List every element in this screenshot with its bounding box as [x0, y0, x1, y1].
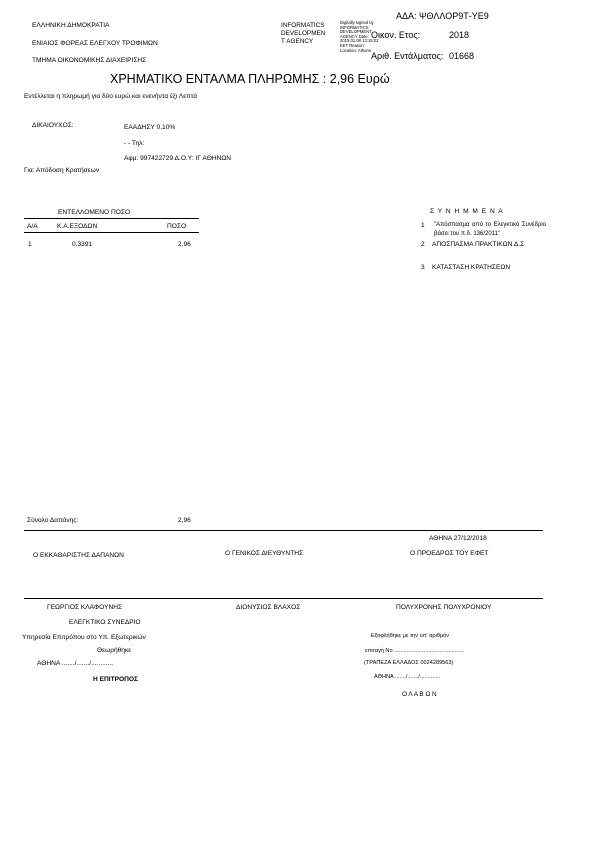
payment-line-2: επιταγή Νο .............................................	[365, 648, 465, 654]
signature-rule	[24, 598, 543, 599]
signature-role-1: Ο ΕΚΚΑΘΑΡΙΣΤΗΣ ΔΑΠΑΝΩΝ	[33, 552, 124, 559]
order-number-value: 01668	[449, 51, 475, 61]
amount-in-words: Εντέλλεται η πληρωμή για δύο ευρώ και ενενήντα έξι Λεπτά	[24, 93, 198, 100]
attachments-title: Σ Υ Ν Η Μ Μ Ε Ν Α	[430, 208, 504, 215]
row-aa: 1	[28, 241, 32, 248]
attachment-number-2: 2	[421, 241, 425, 248]
place-date: ΑΘΗΝΑ 27/12/2018	[429, 535, 487, 542]
beneficiary-name: ΕΑΑΔΗΣΥ 0,10%	[124, 124, 176, 131]
info-line-2: DEVELOPMEN	[281, 30, 326, 37]
attachment-text-3: ΚΑΤΑΣΤΑΣΗ ΚΡΑΤΗΣΕΩΝ	[432, 264, 511, 271]
header-line-2: ΕΝΙΑΙΟΣ ΦΟΡΕΑΣ ΕΛΕΓΧΟΥ ΤΡΟΦΙΜΩΝ	[32, 40, 158, 47]
total-value: 2,96	[178, 517, 191, 524]
beneficiary-phone: - - Τηλ:	[124, 140, 145, 147]
audit-date-line: ΑΘΗΝΑ ......./......./............	[37, 660, 114, 667]
beneficiary-afm: Αφμ: 997422729 Δ.Ο.Υ: ΙΓ ΑΘΗΝΩΝ	[124, 155, 232, 162]
payment-line-3: (ΤΡΑΠΕΖΑ ΕΛΛΑΔΟΣ 0024289563)	[364, 660, 454, 666]
info-agency-label	[281, 22, 325, 46]
info-line-3: T AGENCY	[281, 38, 314, 45]
signature-name-3: ΠΟΛΥΧΡΟΝΗΣ ΠΟΛΥΧΡΟΝΙΟΥ	[396, 604, 492, 611]
header-line-1: ΕΛΛΗΝΙΚΗ ΔΗΜΟΚΡΑΤΙΑ	[32, 22, 110, 29]
payment-purpose: Για: Απόδοση Κρατήσεων	[24, 167, 100, 174]
fiscal-year-value: 2018	[449, 30, 470, 40]
document-title: ΧΡΗΜΑΤΙΚΟ ΕΝΤΑΛΜΑ ΠΛΗΡΩΜΗΣ : 2,96 Ευρώ	[110, 72, 390, 86]
audit-court: ΕΛΕΓΚΤΙΚΟ ΣΥΝΕΔΡΙΟ	[69, 619, 141, 626]
signature-role-3: Ο ΠΡΟΕΔΡΟΣ ΤΟΥ ΕΦΕΤ	[410, 550, 489, 557]
signature-name-1: ΓΕΩΡΓΙΟΣ ΚΛΑΦΟΥΝΗΣ	[47, 604, 123, 611]
table-title-rule	[24, 218, 199, 219]
payment-line-1: Εξοφλήθηκε με την υπ' αριθμόν	[371, 633, 450, 639]
payment-date-line: ΑΘΗΝΑ ......./......./.............	[374, 674, 441, 680]
total-label: Σύνολο Δαπάνης:	[27, 517, 79, 524]
audit-checked: Θεωρήθηκε	[97, 647, 132, 654]
attachment-number-1: 1	[421, 222, 425, 229]
header-line-3: ΤΜΗΜΑ ΟΙΚΟΝΟΜΙΚΗΣ ΔΙΑΧΕΙΡΙΣΗΣ	[32, 57, 147, 64]
ada-code: ΑΔΑ: ΨΘΛΛΟΡ9Τ-ΥΕ9	[396, 11, 489, 21]
table-header-aa: Α/Α	[27, 223, 38, 230]
attachment-text-1: "Απόσπασμα από το Ελεγκτικό Συνέδριο βάσει του π.δ. 136/2011"	[434, 222, 546, 237]
order-number-label: Αριθ. Εντάλματος:	[371, 51, 444, 61]
row-amount: 2,96	[178, 241, 191, 248]
attachment-number-3: 3	[421, 264, 425, 271]
row-code: 0.3391	[72, 241, 93, 248]
table-header-code: Κ.Α.ΕΞΟΔΩΝ	[57, 223, 98, 230]
audit-commissioner: Η ΕΠΙΤΡΟΠΟΣ	[93, 676, 138, 683]
table-header-amount: ΠΟΣΟ	[167, 223, 187, 230]
total-rule	[24, 530, 543, 531]
audit-service: Υπηρεσία Επιτρόπου στο Υπ. Εξωτερικών	[22, 634, 146, 641]
beneficiary-label: ΔΙΚΑΙΟΥΧΟΣ:	[32, 122, 74, 129]
signature-role-2: Ο ΓΕΝΙΚΟΣ ΔΙΕΥΘΥΝΤΗΣ	[225, 550, 304, 557]
info-line-1: INFORMATICS	[281, 22, 325, 29]
digital-signature-stamp: Digitally signed by INFORMATICS DEVELOPMENT AGENCY Date: 2019.01.08 13:15:02 EET Reason: Location: Athens	[340, 20, 379, 53]
signature-name-2: ΔΙΟΝΥΣΙΟΣ ΒΛΑΧΟΣ	[236, 604, 301, 611]
table-title: ΕΝΤΕΛΛΟΜΕΝΟ ΠΟΣΟ	[58, 209, 131, 216]
table-header-rule	[24, 232, 199, 233]
attachment-text-2: ΑΠΟΣΠΑΣΜΑ ΠΡΑΚΤΙΚΩΝ Δ.Σ	[432, 241, 525, 248]
payment-receiver: Ο Λ Α Β Ω Ν	[402, 691, 437, 698]
fiscal-year-label: Οικον. Ετος:	[371, 30, 421, 40]
